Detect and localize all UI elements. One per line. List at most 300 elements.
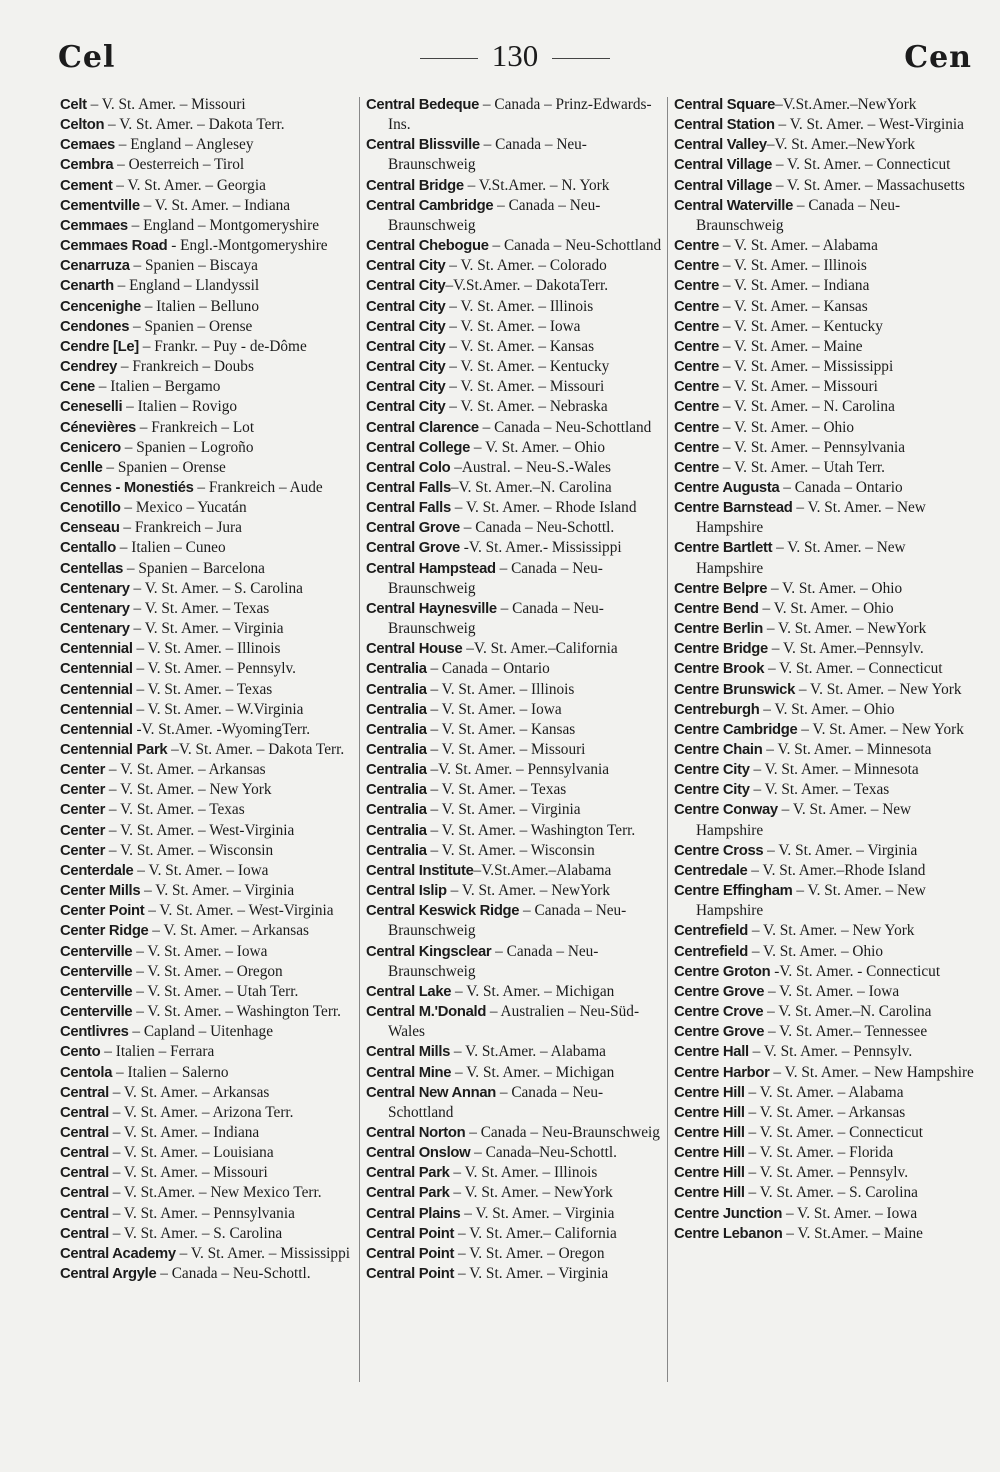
- entry-location: – Canada–Neu-Schottl.: [470, 1144, 617, 1162]
- entry-location: – V. St. Amer. – Connecticut: [764, 660, 943, 678]
- gazetteer-entry: [60, 115, 358, 135]
- entry-location: – V. St. Amer. – Michigan: [451, 982, 615, 1000]
- entry-location: – V. St. Amer. – Missouri: [86, 96, 246, 113]
- entry-location: –V. St. Amer. – Dakota Terr.: [167, 741, 345, 758]
- gazetteer-entry: [60, 599, 358, 619]
- entry-location: – Canada – Neu-Braunschweig: [388, 196, 601, 234]
- entry-place-name: Central Park: [366, 1165, 450, 1182]
- gazetteer-entry: [674, 297, 974, 317]
- entry-location: –Austral. – Neu-S.-Wales: [450, 458, 611, 476]
- entry-location: – Italien – Salerno: [112, 1063, 229, 1081]
- gazetteer-entry: [674, 1183, 974, 1203]
- entry-location: – V. St. Amer. – Texas: [129, 599, 270, 617]
- header-right-guide-word: Cen: [904, 40, 972, 75]
- entry-location: – V. St. Amer. – Pennsylvania: [719, 438, 906, 456]
- entry-location: – V. St. Amer. – Virginia: [454, 1265, 609, 1283]
- entry-location: – Canada – Neu-Braunschweig: [388, 942, 599, 980]
- entry-location: – V. St. Amer. – Louisiana: [108, 1144, 274, 1162]
- entry-location: – V. St. Amer. – Pennsylvania: [108, 1204, 295, 1222]
- gazetteer-entry: [60, 276, 358, 296]
- entry-place-name: Centre Bridge: [674, 641, 768, 658]
- entry-place-name: Centre: [674, 258, 720, 275]
- entry-location: – Canada – Neu-Schottland: [478, 418, 652, 436]
- entry-place-name: Centre Hill: [674, 1124, 745, 1141]
- entry-location: – Canada – Ontario: [426, 660, 550, 678]
- entry-place-name: Cendrey: [60, 359, 118, 376]
- entry-location: – Canada – Prinz-Edwards-Ins.: [388, 96, 652, 134]
- entry-place-name: Central City: [366, 359, 446, 376]
- entry-location: – Canada – Neu-Braunschweig: [388, 559, 603, 597]
- entry-location: – V. St. Amer. – Illinois: [132, 640, 281, 658]
- gazetteer-entry: [674, 337, 974, 357]
- entry-place-name: Centennial: [60, 721, 133, 738]
- gazetteer-entry: [60, 700, 358, 720]
- gazetteer-entry: [366, 438, 666, 458]
- gazetteer-entry: [60, 1063, 358, 1083]
- entry-location: – Canada – Neu-Braunschweig: [388, 599, 604, 638]
- entry-place-name: Central Point: [366, 1245, 455, 1262]
- gazetteer-entry: [674, 982, 974, 1002]
- entry-location: – England – Anglesey: [114, 136, 254, 154]
- gazetteer-entry: [60, 498, 358, 518]
- entry-place-name: Centre: [674, 379, 720, 396]
- entry-location: – V. St. Amer. – Georgia: [112, 176, 266, 194]
- gazetteer-entry: [366, 196, 666, 236]
- entry-location: – V. St. Amer. – West-Virginia: [774, 116, 964, 134]
- gazetteer-entry: [366, 458, 666, 478]
- gazetteer-entry: [366, 135, 666, 175]
- entry-place-name: Central Cambridge: [366, 197, 494, 214]
- gazetteer-entry: [60, 962, 358, 982]
- entry-place-name: Celt: [60, 97, 87, 113]
- entry-location: – V. St. Amer. – S. Carolina: [108, 1224, 283, 1242]
- gazetteer-entry: [60, 760, 358, 780]
- entry-location: – V. St. Amer. – New Hampshire: [696, 499, 926, 537]
- entry-place-name: Centerdale: [60, 862, 134, 879]
- entry-location: –V.St.Amer.–NewYork: [775, 96, 917, 113]
- entry-place-name: Central Village: [674, 177, 773, 194]
- entry-location: -V. St. Amer. - Connecticut: [770, 962, 941, 980]
- entry-location: – V. St. Amer. – Virginia: [129, 620, 284, 638]
- entry-location: – Frankreich – Doubs: [117, 358, 254, 376]
- header-left-guide-word: Cel: [58, 40, 116, 75]
- entry-place-name: Cemaes: [60, 137, 115, 154]
- entry-location: – V. St. Amer. – West-Virginia: [105, 821, 295, 839]
- gazetteer-entry: [674, 155, 974, 175]
- gazetteer-entry: [366, 942, 666, 982]
- gazetteer-entry: [366, 418, 666, 438]
- gazetteer-entry: [366, 1123, 666, 1143]
- entry-location: – V. St. Amer. – Missouri: [426, 741, 586, 758]
- entry-place-name: Central Grove: [366, 520, 460, 537]
- entry-location: – V. St. Amer. – West-Virginia: [144, 902, 334, 920]
- gazetteer-entry: [60, 297, 358, 317]
- gazetteer-entry: [366, 176, 666, 196]
- gazetteer-entry: [366, 780, 666, 800]
- entry-location: – V. St. Amer. – Arizona Terr.: [108, 1103, 294, 1121]
- entry-place-name: Centre Berlin: [674, 621, 764, 638]
- entry-location: – V. St. Amer. – N. Carolina: [719, 398, 895, 416]
- entry-place-name: Centre: [674, 338, 720, 355]
- entry-place-name: Centre Cambridge: [674, 721, 798, 738]
- entry-location: – V. St. Amer. – Connecticut: [744, 1123, 924, 1141]
- entry-location: – Spanien – Barcelona: [123, 559, 265, 577]
- entry-place-name: Center: [60, 762, 106, 779]
- entry-place-name: Central City: [366, 298, 446, 315]
- gazetteer-entry: [674, 760, 974, 780]
- gazetteer-entry: [60, 337, 358, 357]
- entry-place-name: Central Haynesville: [366, 600, 497, 617]
- gazetteer-entry: [674, 1224, 974, 1244]
- entry-location: – V. St. Amer. – S. Carolina: [129, 579, 303, 597]
- gazetteer-entry: [674, 478, 974, 498]
- entry-location: – V. St. Amer.–Rhode Island: [747, 861, 926, 879]
- gazetteer-entry: [674, 1143, 974, 1163]
- entry-place-name: Centlivres: [60, 1024, 129, 1041]
- entry-location: – V. St. Amer. – Texas: [426, 781, 567, 799]
- entry-location: – V. St. Amer. – New Hampshire: [696, 801, 912, 839]
- gazetteer-entry: [674, 418, 974, 438]
- entry-place-name: Centre: [674, 298, 720, 315]
- gazetteer-entry: [674, 881, 974, 921]
- gazetteer-entry: [674, 135, 974, 155]
- gazetteer-entry: [674, 196, 974, 236]
- gazetteer-entry: [60, 559, 358, 579]
- gazetteer-entry: [366, 881, 666, 901]
- entry-location: – Spanien – Orense: [102, 458, 226, 476]
- entry-location: – V. St. Amer. – New York: [797, 720, 964, 738]
- entry-location: – V. St. Amer. – Kentucky: [445, 358, 610, 376]
- entry-location: – V. St. Amer. – Ohio: [748, 942, 884, 960]
- entry-location: – V. St. Amer. – Missouri: [445, 378, 605, 396]
- entry-location: – V. St. Amer. – Illinois: [426, 680, 575, 698]
- gazetteer-entry: [60, 942, 358, 962]
- gazetteer-entry: [366, 1183, 666, 1203]
- entry-location: – V. St. Amer. – Arkansas: [744, 1103, 906, 1121]
- entry-place-name: Central Blissville: [366, 137, 480, 154]
- entry-place-name: Centre: [674, 318, 720, 335]
- entry-place-name: Central Colo: [366, 459, 451, 476]
- entry-location: – Canada – Neu-Braunschweig: [465, 1123, 660, 1141]
- entry-place-name: Central Falls: [366, 479, 451, 496]
- entry-location: – Italien – Bergamo: [94, 378, 221, 396]
- entry-place-name: Center Point: [60, 903, 145, 920]
- entry-place-name: Cenotillo: [60, 500, 121, 517]
- gazetteer-entry: [366, 1042, 666, 1062]
- gazetteer-entry: [674, 740, 974, 760]
- gazetteer-entry: [366, 1204, 666, 1224]
- gazetteer-entry: [674, 942, 974, 962]
- gazetteer-entry: [366, 276, 666, 296]
- gazetteer-entry: [60, 639, 358, 659]
- gazetteer-entry: [366, 1002, 666, 1042]
- entry-location: – V. St. Amer. – Maine: [719, 337, 863, 355]
- gazetteer-entry: [60, 1042, 358, 1062]
- gazetteer-entry: [366, 559, 666, 599]
- gazetteer-entry: [60, 95, 358, 115]
- gazetteer-entry: [674, 377, 974, 397]
- entry-location: – V. St. Amer.– Tennessee: [764, 1023, 928, 1041]
- gazetteer-entry: [366, 256, 666, 276]
- entry-location: – V. St. Amer. – New Hampshire: [769, 1063, 974, 1081]
- entry-place-name: Center: [60, 782, 106, 799]
- entry-place-name: Centerville: [60, 943, 133, 960]
- entry-place-name: Central: [60, 1165, 109, 1182]
- entry-location: – V. St.Amer. – Alabama: [450, 1043, 606, 1061]
- page-number: 130: [491, 38, 539, 73]
- entry-place-name: Centralia: [366, 822, 427, 839]
- entry-location: – Mexico – Yucatán: [120, 499, 247, 517]
- gazetteer-entry: [674, 1063, 974, 1083]
- gazetteer-entry: [674, 639, 974, 659]
- entry-location: – V. St. Amer. – Kentucky: [719, 317, 883, 335]
- gazetteer-entry: [366, 538, 666, 558]
- entry-location: – Italien – Cuneo: [115, 539, 226, 557]
- gazetteer-entry: [366, 397, 666, 417]
- entry-location: – V. St. Amer. – Nebraska: [445, 398, 608, 416]
- gazetteer-entry: [674, 619, 974, 639]
- entry-place-name: Centre Hill: [674, 1165, 745, 1182]
- column-divider-1: [359, 97, 360, 1382]
- entry-place-name: Centennial: [60, 701, 133, 718]
- gazetteer-entry: [366, 518, 666, 538]
- entry-place-name: Centre Grove: [674, 983, 765, 1000]
- gazetteer-entry: [674, 780, 974, 800]
- entry-location: – V. St. Amer. – Missouri: [108, 1164, 268, 1182]
- gazetteer-entry: [366, 659, 666, 679]
- entry-location: – V. St. Amer. – Kansas: [426, 720, 576, 738]
- entry-location: – Spanien – Orense: [129, 317, 253, 335]
- entry-place-name: Centre Lebanon: [674, 1225, 783, 1242]
- gazetteer-entry: [366, 337, 666, 357]
- entry-location: – V. St. Amer. – Arkansas: [108, 1083, 270, 1101]
- entry-place-name: Central Argyle: [60, 1266, 157, 1283]
- entry-place-name: Central Point: [366, 1225, 455, 1242]
- entry-place-name: Centallo: [60, 540, 116, 557]
- entry-place-name: Centre Crove: [674, 1004, 764, 1021]
- entry-place-name: Centre City: [674, 782, 750, 799]
- gazetteer-entry: [366, 821, 666, 841]
- entry-place-name: Central Valley: [674, 137, 767, 154]
- entry-place-name: Centralia: [366, 842, 427, 859]
- gazetteer-entry: [674, 176, 974, 196]
- entry-place-name: Central City: [366, 318, 446, 335]
- entry-location: – V. St. Amer. – Arkansas: [105, 761, 266, 779]
- gazetteer-entry: [674, 720, 974, 740]
- gazetteer-entry: [366, 1244, 666, 1264]
- entry-location: – V. St. Amer. – Florida: [744, 1144, 894, 1162]
- entry-place-name: Centre: [674, 399, 720, 416]
- entry-place-name: Centre Hill: [674, 1145, 745, 1162]
- entry-place-name: Centrefield: [674, 923, 748, 940]
- entry-location: – England – Montgomeryshire: [127, 216, 320, 234]
- entry-place-name: Centre Groton: [674, 963, 771, 980]
- entry-location: – V. St. Amer. – Kansas: [719, 297, 868, 315]
- gazetteer-entry: [60, 135, 358, 155]
- entry-place-name: Central Mills: [366, 1044, 451, 1061]
- entry-place-name: Central Park: [366, 1185, 450, 1202]
- entry-place-name: Central: [60, 1145, 109, 1162]
- entry-place-name: Central College: [366, 439, 471, 456]
- entry-place-name: Centre: [674, 419, 720, 436]
- gazetteer-entry: [60, 1002, 358, 1022]
- gazetteer-entry: [366, 740, 666, 760]
- entry-place-name: Centennial: [60, 661, 133, 678]
- entry-place-name: Centre Hall: [674, 1044, 749, 1061]
- entry-place-name: Centellas: [60, 560, 124, 577]
- entry-place-name: Centre Harbor: [674, 1064, 770, 1081]
- entry-location: – Frankreich – Aude: [193, 478, 323, 496]
- entry-location: – V. St. Amer. – Ohio: [758, 599, 894, 617]
- gazetteer-entry: [60, 1264, 358, 1284]
- entry-location: –V. St. Amer.–California: [462, 640, 618, 658]
- gazetteer-entry: [674, 256, 974, 276]
- gazetteer-entry: [60, 418, 358, 438]
- entry-place-name: Centre Hill: [674, 1104, 745, 1121]
- entry-place-name: Central Chebogue: [366, 238, 489, 255]
- entry-location: - Engl.-Montgomeryshire: [167, 237, 328, 255]
- entry-place-name: Cendones: [60, 318, 130, 335]
- entry-location: – V. St. Amer. – Pennsylv.: [132, 660, 296, 678]
- gazetteer-entry: [674, 800, 974, 840]
- entry-place-name: Centerville: [60, 1004, 133, 1021]
- entry-location: – V. St. Amer. – Texas: [749, 781, 890, 799]
- entry-place-name: Centenary: [60, 580, 130, 597]
- gazetteer-entry: [60, 317, 358, 337]
- gazetteer-entry: [674, 659, 974, 679]
- entry-place-name: Cenarth: [60, 278, 114, 295]
- entry-location: – Spanien – Biscaya: [129, 257, 258, 275]
- gazetteer-entry: [366, 498, 666, 518]
- entry-location: – V. St. Amer. – Mississippi: [719, 358, 894, 376]
- gazetteer-entry: [366, 317, 666, 337]
- gazetteer-entry: [674, 458, 974, 478]
- gazetteer-entry: [60, 740, 358, 760]
- entry-location: – V. St. Amer. – Washington Terr.: [426, 821, 636, 839]
- entry-place-name: Centenary: [60, 621, 130, 638]
- entry-place-name: Central Square: [674, 97, 776, 113]
- entry-place-name: Centre Conway: [674, 802, 778, 819]
- entry-location: – V. St. Amer. – Minnesota: [749, 761, 919, 779]
- entry-place-name: Centerville: [60, 963, 133, 980]
- gazetteer-entry: [60, 680, 358, 700]
- entry-place-name: Cemmaes: [60, 217, 128, 234]
- entry-place-name: Centralia: [366, 782, 427, 799]
- entry-location: -V. St. Amer.- Mississippi: [459, 539, 622, 557]
- gazetteer-entry: [674, 1123, 974, 1143]
- entry-place-name: Centrefield: [674, 943, 748, 960]
- entry-location: – V. St. Amer.– California: [454, 1224, 617, 1242]
- entry-location: – V. St. Amer. – Texas: [132, 680, 273, 698]
- entry-place-name: Centre Bend: [674, 600, 759, 617]
- entry-location: – Frankreich – Jura: [119, 519, 242, 537]
- entry-place-name: Center Ridge: [60, 923, 149, 940]
- entry-location: – V. St. Amer. – Wisconsin: [105, 841, 274, 859]
- gazetteer-entry: [674, 861, 974, 881]
- page-header: [58, 38, 972, 88]
- entry-place-name: Central Islip: [366, 883, 447, 900]
- entry-location: – V. St. Amer. – Ohio: [719, 418, 855, 436]
- gazetteer-entry: [674, 538, 974, 578]
- entry-place-name: Cenarruza: [60, 258, 130, 275]
- gazetteer-entry: [366, 680, 666, 700]
- entry-location: – V. St. Amer. – Virginia: [763, 841, 918, 859]
- entry-place-name: Central: [60, 1104, 109, 1121]
- gazetteer-entry: [60, 256, 358, 276]
- entry-place-name: Center: [60, 802, 106, 819]
- entry-location: – Frankr. – Puy - de-Dôme: [138, 337, 307, 355]
- entry-place-name: Central Village: [674, 157, 773, 174]
- entry-location: –V.St.Amer.–Alabama: [473, 861, 612, 879]
- entry-place-name: Centre Augusta: [674, 479, 780, 496]
- entry-place-name: Central: [60, 1205, 109, 1222]
- gazetteer-entry: [60, 1183, 358, 1203]
- entry-location: – V. St. Amer.–Pennsylv.: [767, 640, 924, 658]
- entry-place-name: Central City: [366, 278, 446, 295]
- entry-place-name: Cenlle: [60, 459, 103, 476]
- entry-location: – V. St. Amer. – Indiana: [108, 1123, 260, 1141]
- gazetteer-entry: [674, 1204, 974, 1224]
- entry-place-name: Centre Cross: [674, 842, 764, 859]
- entry-place-name: Cento: [60, 1044, 101, 1061]
- gazetteer-entry: [60, 1083, 358, 1103]
- entry-place-name: Central Grove: [366, 540, 460, 557]
- entry-location: – V. St. Amer. – Mississippi: [175, 1244, 350, 1262]
- gazetteer-entry: [674, 236, 974, 256]
- entry-place-name: Centralia: [366, 661, 427, 678]
- gazetteer-entry: [60, 176, 358, 196]
- gazetteer-entry: [674, 498, 974, 538]
- entry-place-name: Central City: [366, 399, 446, 416]
- gazetteer-entry: [366, 901, 666, 941]
- entry-place-name: Center: [60, 822, 106, 839]
- entry-place-name: Central City: [366, 379, 446, 396]
- entry-place-name: Central: [60, 1084, 109, 1101]
- entry-location: – V. St. Amer. – S. Carolina: [744, 1184, 918, 1202]
- entry-place-name: Cement: [60, 177, 113, 194]
- entry-place-name: Central: [60, 1124, 109, 1141]
- entry-location: – Italien – Belluno: [140, 297, 259, 315]
- gazetteer-entry: [366, 1143, 666, 1163]
- entry-location: – V. St. Amer. – Iowa: [132, 942, 268, 960]
- entry-location: – V. St. Amer. – Texas: [105, 801, 245, 819]
- entry-location: – V. St. Amer. – Indiana: [139, 196, 291, 214]
- entry-location: – V. St. Amer. – Alabama: [719, 237, 878, 255]
- entry-place-name: Center Mills: [60, 883, 141, 900]
- gazetteer-entry: [366, 95, 666, 135]
- entry-location: – Italien – Ferrara: [100, 1043, 215, 1061]
- entry-location: – Canada – Neu-Schottl.: [156, 1265, 311, 1283]
- entry-location: – Canada – Neu-Braunschweig: [696, 196, 901, 234]
- gazetteer-entry: [674, 700, 974, 720]
- entry-location: – V. St. Amer. – Virginia: [426, 801, 581, 819]
- gazetteer-entry: [674, 680, 974, 700]
- gazetteer-entry: [60, 821, 358, 841]
- gazetteer-entry: [366, 599, 666, 639]
- gazetteer-entry: [366, 357, 666, 377]
- entry-place-name: Centre Barnstead: [674, 500, 793, 517]
- gazetteer-entry: [674, 579, 974, 599]
- entry-location: – V. St. Amer. – Washington Terr.: [132, 1003, 341, 1021]
- entry-location: – Italien – Rovigo: [122, 398, 237, 416]
- entry-location: – V. St. Amer. – Utah Terr.: [719, 458, 886, 476]
- entry-place-name: Central Institute: [366, 862, 474, 879]
- entry-location: – V. St. Amer. – New Hampshire: [696, 882, 926, 920]
- entry-location: – V. St. Amer. – Michigan: [451, 1063, 615, 1081]
- entry-place-name: Celton: [60, 117, 105, 134]
- entry-place-name: Centralia: [366, 701, 427, 718]
- gazetteer-entry: [674, 1042, 974, 1062]
